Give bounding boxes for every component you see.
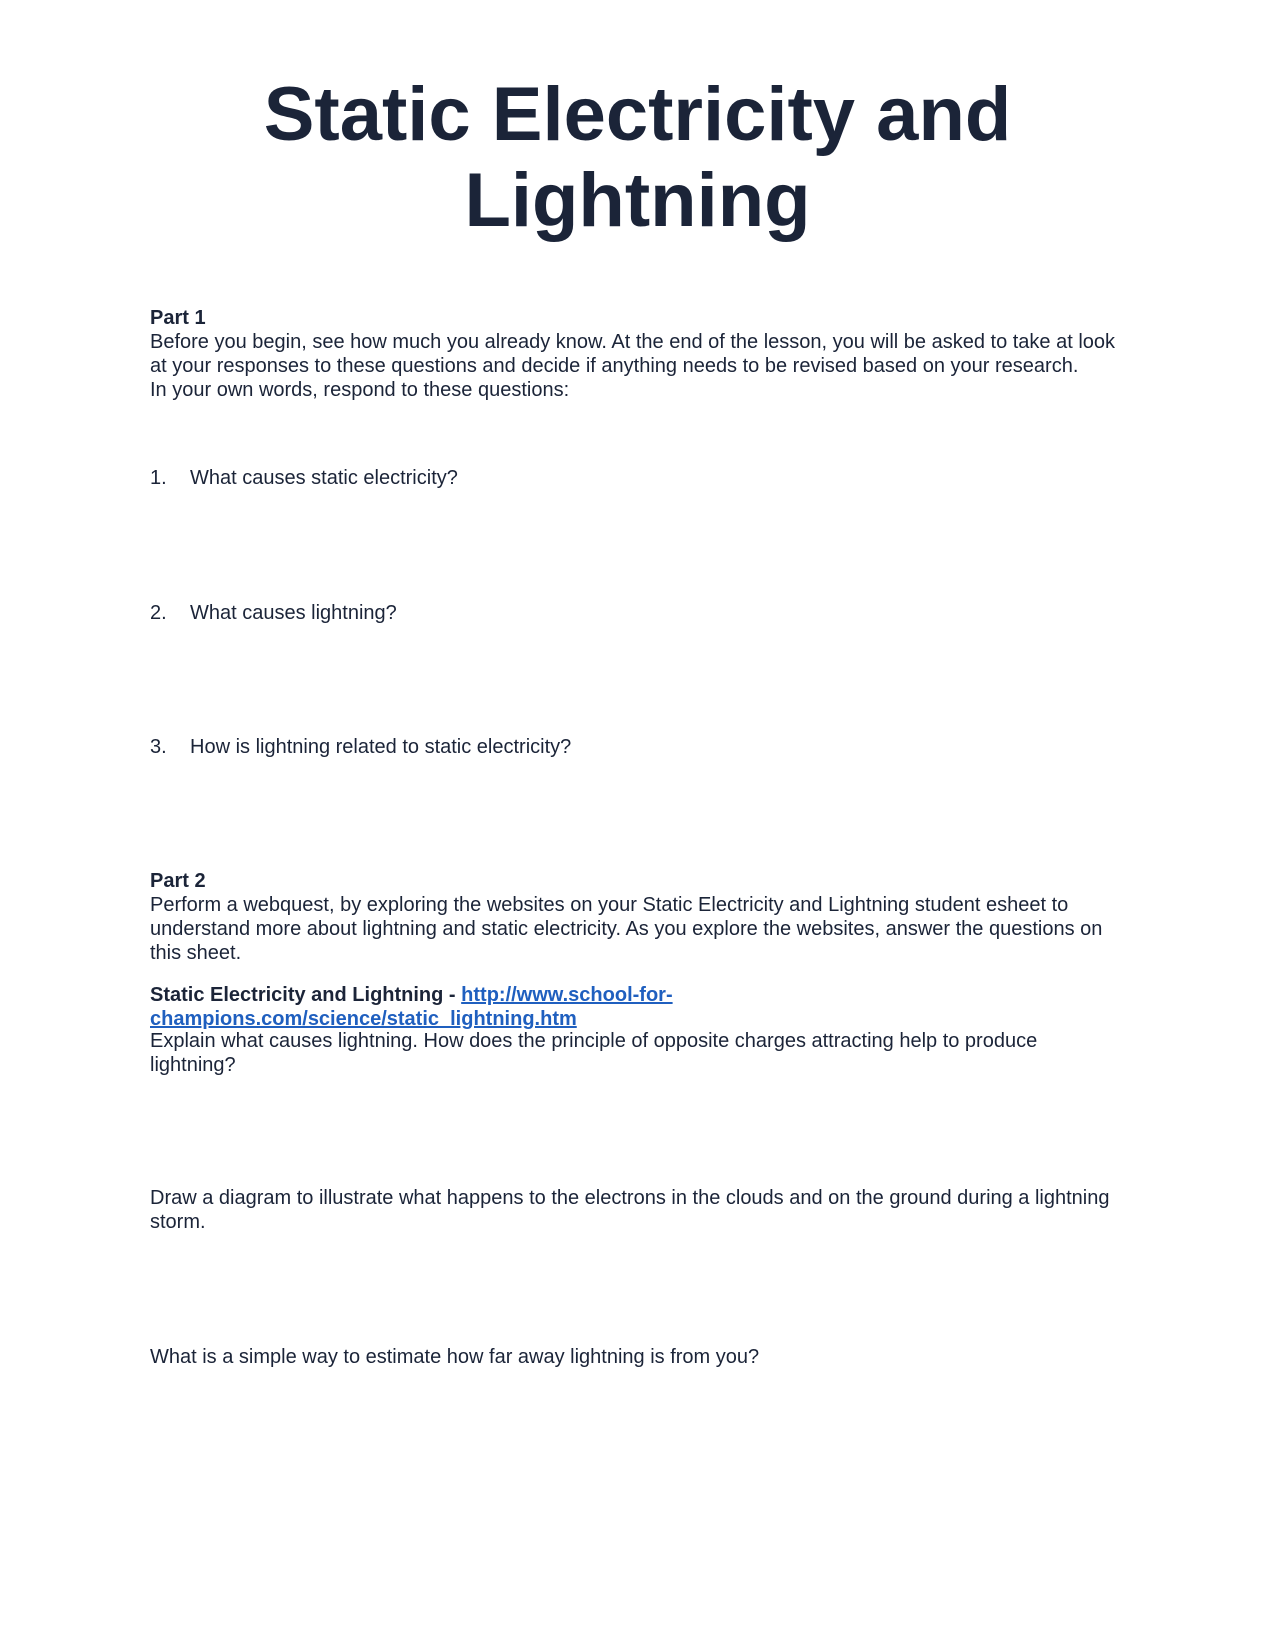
question-number: 1. [150, 467, 167, 489]
resource-link[interactable]: http://www.school-for-champions.com/science/static_lightning.htm [150, 984, 673, 1030]
part2-intro: Perform a webquest, by exploring the websites on your Static Electricity and Lightning student esheet to understand more about lightning and static electricity. As you explore the websites, answer the questions on this sheet. [150, 894, 1103, 964]
prompt-text: Draw a diagram to illustrate what happens to the electrons in the clouds and on the ground during a lightning storm. [150, 1187, 1110, 1233]
question-item [150, 466, 1125, 490]
question-text: What causes lightning? [190, 602, 397, 624]
prompt-item [150, 1186, 1125, 1234]
part1-intro: Before you begin, see how much you already know. At the end of the lesson, you will be asked to take at look at your responses to these questions and decide if anything needs to be revised based on your research. [150, 331, 1116, 377]
resource-label: Static Electricity and Lightning - [150, 984, 462, 1006]
question-number: 2. [150, 602, 167, 624]
prompt-text: Explain what causes lightning. How does the principle of opposite charges attracting help to produce lightning? [150, 1030, 1038, 1076]
part1-section [150, 306, 1125, 402]
part2-section [150, 869, 1125, 965]
question-text: How is lightning related to static electricity? [190, 736, 572, 758]
question-number: 3. [150, 736, 167, 758]
question-item [150, 735, 1125, 759]
question-text: What causes static electricity? [190, 467, 458, 489]
prompt-text: What is a simple way to estimate how far away lightning is from you? [150, 1346, 760, 1368]
resource-entry [150, 983, 710, 1031]
prompt-item [150, 1345, 1125, 1369]
prompt-item [150, 1029, 1125, 1077]
question-item [150, 601, 1125, 625]
part1-instruction: In your own words, respond to these questions: [150, 379, 570, 401]
part2-heading: Part 2 [150, 870, 206, 892]
page-title: Static Electricity and Lightning [263, 72, 1012, 243]
part1-heading: Part 1 [150, 307, 206, 329]
